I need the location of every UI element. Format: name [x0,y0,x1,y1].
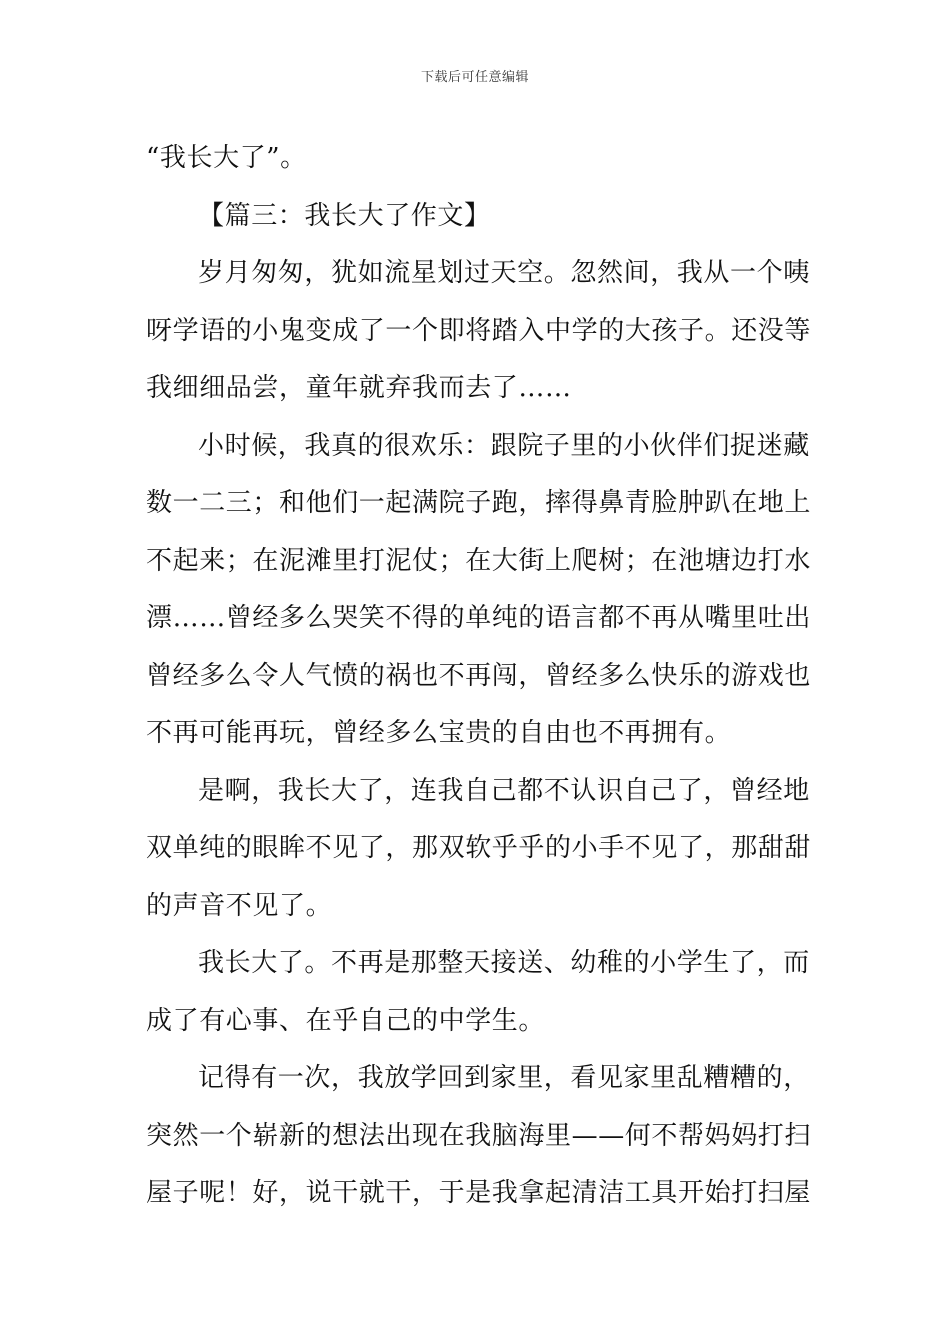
text-line: 记得有一次，我放学回到家里，看见家里乱糟糟的， [198,1063,810,1093]
text-line: 屋子呢！好，说干就干，于是我拿起清洁工具开始打扫屋 [146,1178,812,1208]
text-line: 我长大了。不再是那整天接送、幼稚的小学生了，而 [198,948,810,978]
text-line: 曾经多么令人气愤的祸也不再闯，曾经多么快乐的游戏也 [146,660,812,691]
text-line: 的声音不见了。 [146,890,333,921]
text-line: 呀学语的小鬼变成了一个即将踏入中学的大孩子。还没等 [146,315,812,346]
document-body [146,130,812,1223]
text-line: 【篇三：我长大了作文】 [198,200,491,231]
text-line: 成了有心事、在乎自己的中学生。 [146,1005,546,1036]
text-line: 不起来；在泥滩里打泥仗；在大街上爬树；在池塘边打水 [146,545,812,576]
text-line: 不再可能再玩，曾经多么宝贵的自由也不再拥有。 [146,718,732,748]
text-line: 我细细品尝，童年就弃我而去了…… [146,373,572,403]
text-line: “我长大了”。 [146,143,307,173]
text-line: 突然一个崭新的想法出现在我脑海里——何不帮妈妈打扫 [146,1120,812,1151]
page-header: 下载后可任意编辑 [420,70,529,85]
text-line: 岁月匆匆，犹如流星划过天空。忽然间，我从一个咦 [198,258,810,288]
text-line: 数一二三；和他们一起满院子跑，摔得鼻青脸肿趴在地上 [146,488,812,518]
text-line: 小时候，我真的很欢乐：跟院子里的小伙伴们捉迷藏 [198,430,810,461]
text-line: 是啊，我长大了，连我自己都不认识自己了，曾经地 [198,775,810,806]
text-line: 漂……曾经多么哭笑不得的单纯的语言都不再从嘴里吐出 [146,603,812,633]
text-line: 双单纯的眼眸不见了，那双软乎乎的小手不见了，那甜甜 [146,833,812,863]
